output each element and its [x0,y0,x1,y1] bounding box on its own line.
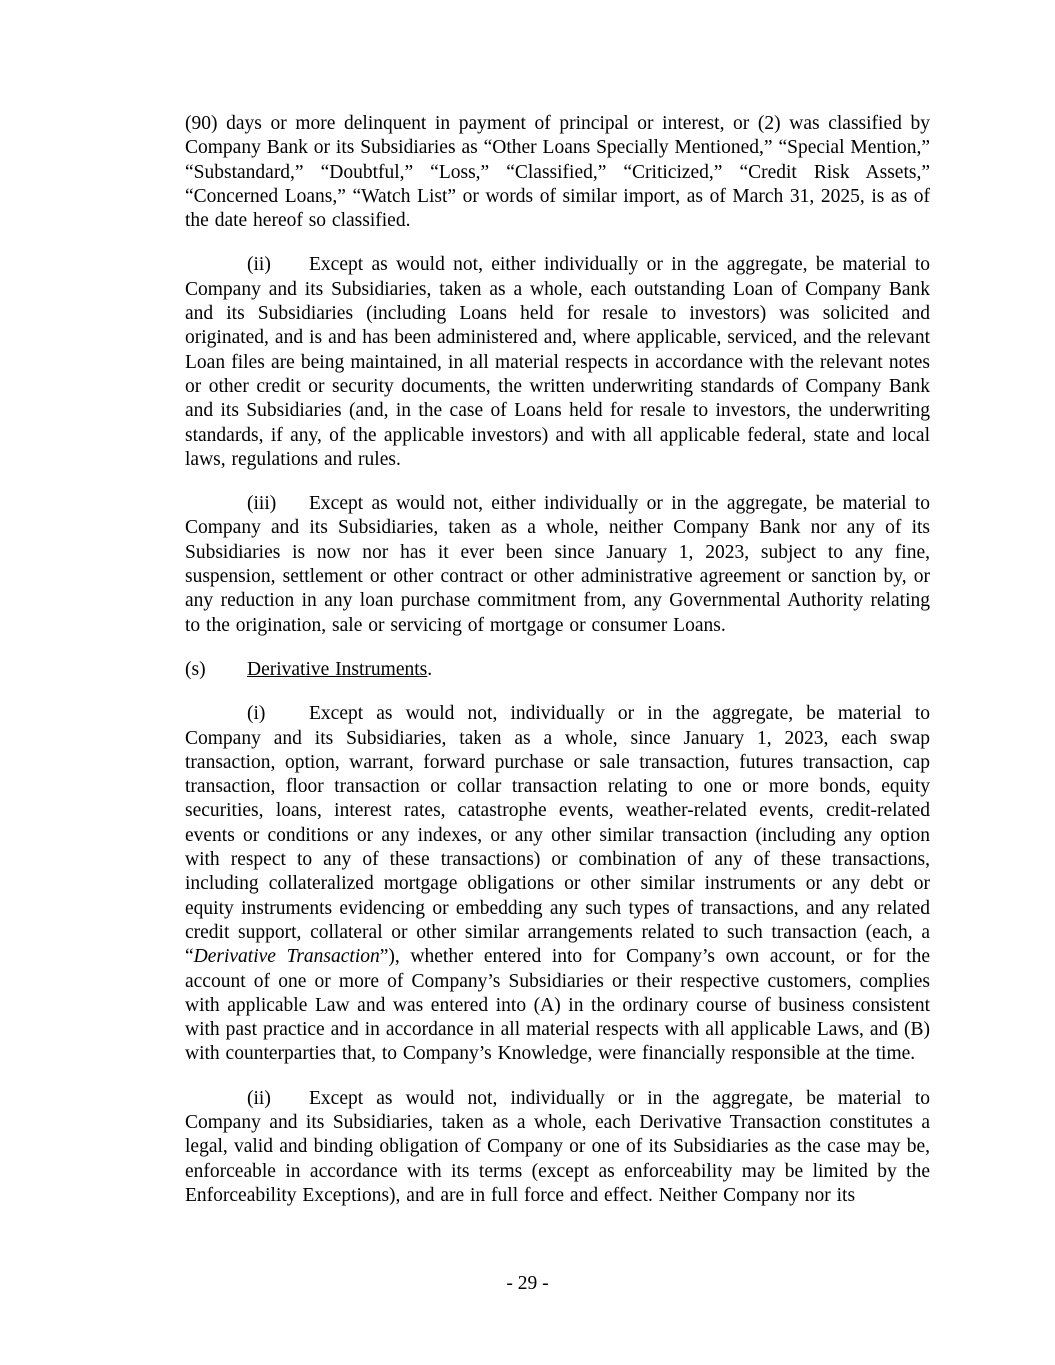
continuation-paragraph [185,112,930,233]
text-run: Except as would not, either individually or in the aggregate, be material to Company and its Subsidiaries, taken as a whole, each outstanding Loan of Company Bank and its Subsidiaries (including Loans held for resale to investors) was solicited and originated, and is and has been administered and, where applicable, serviced, and the relevant Loan files are being maintained, in all material respects in accordance with the relevant notes or other credit or security documents, the written underwriting standards of Company Bank and its Subsidiaries (and, in the case of Loans held for resale to investors, the underwriting standards, if any, of the applicable investors) and with all applicable federal, state and local laws, regulations and rules. [185,254,930,470]
text-run: Except as would not, individually or in the aggregate, be material to Company and its Subsidiaries, taken as a whole, each Derivative Transaction constitutes a legal, valid and binding obligation of Company or one of its Subsidiaries as the case may be, enforceable in accordance with its terms (except as enforceability may be limited by the Enforceability Exceptions), and are in full force and effect. Neither Company nor its [185,1087,930,1206]
clause-label: (ii) [247,254,271,276]
text-run: (90) days or more delinquent in payment of principal or interest, or (2) was classified by Company Bank or its Subsidiaries as “Other Loans Specially Mentioned,” “Special Mention,” “Substandard,” “Doubtful,” “Loss,” “Classified,” “Criticized,” “Credit Risk Assets,” “Concerned Loans,” “Watch List” or words of similar import, as of March 31, 2025, is as of the date hereof so classified. [185,113,930,232]
page-footer [0,1272,1055,1296]
text-run: Except as would not, individually or in the aggregate, be material to Company and its Subsidiaries, taken as a whole, since January 1, 2023, each swap transaction, option, warrant, forward purchase or sale transaction, futures transaction, cap transaction, floor transaction or collar transaction relating to one or more bonds, equity securities, loans, interest rates, catastrophe events, weather-related events, credit-related events or conditions or any indexes, or any other similar transaction (including any option with respect to any of these transactions) or combination of any of these transactions, including collateralized mortgage obligations or other similar instruments or any debt or equity instruments evidencing or embedding any such types of transactions, and any related credit support, collateral or other similar arrangements related to such transaction (each, a “ [185,703,930,968]
section-s-heading [185,658,930,682]
clause-label: (ii) [247,1087,271,1109]
page-number: - 29 - [506,1273,549,1294]
clause-loans-iii [185,492,930,638]
clause-label: (iii) [247,493,277,515]
clause-label: (s) [185,658,206,680]
text-run: Except as would not, either individually or in the aggregate, be material to Company and its Subsidiaries, taken as a whole, neither Company Bank nor any of its Subsidiaries is now nor has it ever been since January 1, 2023, subject to any fine, suspension, settlement or other contract or other administrative agreement or sanction by, or any reduction in any loan purchase commitment from, any Governmental Authority relating to the origination, sale or servicing of mortgage or consumer Loans. [185,493,930,636]
text-run: ”), whether entered into for Company’s own account, or for the account of one or more of Company’s Subsidiaries or their respective customers, complies with applicable Law and was entered into (A) in the ordinary course of business consistent with past practice and in accordance in all material respects with all applicable Laws, and (B) with counterparties that, to Company’s Knowledge, were financially responsible at the time. [185,946,930,1065]
text-run-italic: Derivative Transaction [193,946,380,968]
clause-loans-ii [185,253,930,472]
clause-label: (i) [247,703,266,725]
text-run-underline: Derivative Instruments [247,658,428,680]
clause-derivative-ii [185,1087,930,1208]
clause-derivative-i [185,702,930,1066]
text-run: . [427,658,433,680]
document-body [185,112,930,1228]
